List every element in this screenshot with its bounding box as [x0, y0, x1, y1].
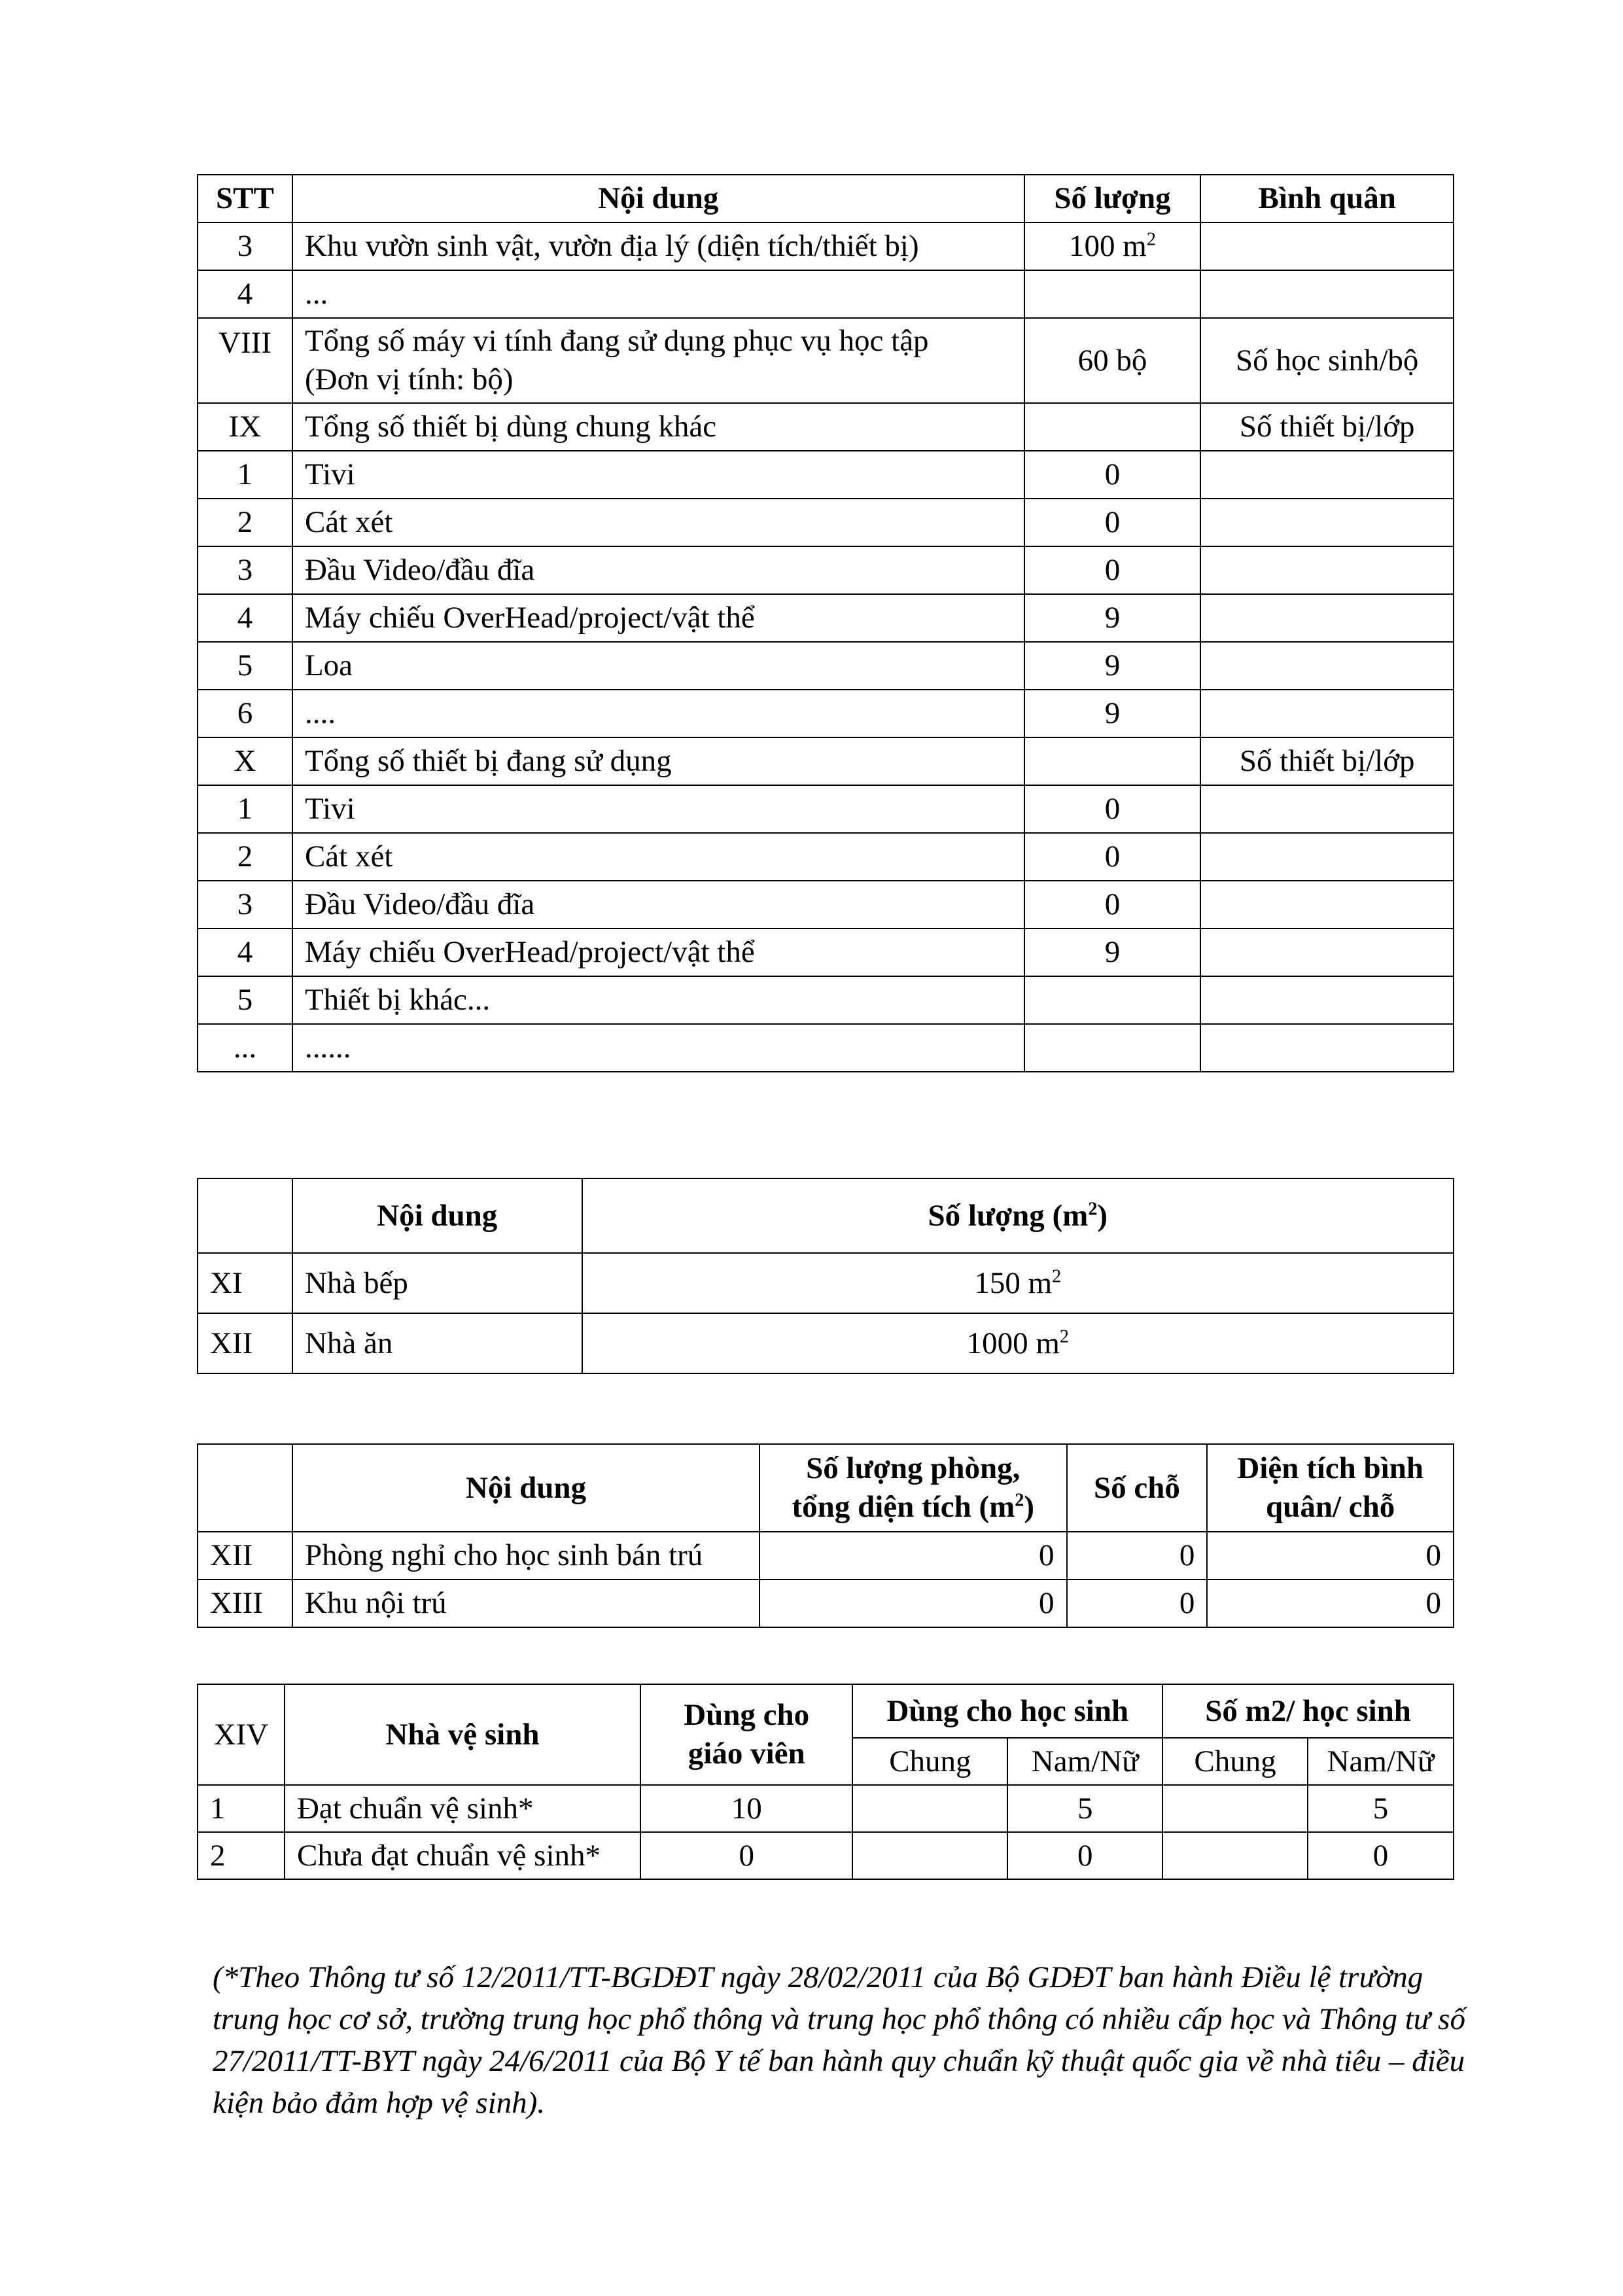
header-rooms — [759, 1444, 1067, 1532]
quantity-value: 100 m — [1069, 229, 1147, 264]
table-row — [198, 403, 1454, 451]
header-quantity: Số lượng — [1024, 175, 1201, 222]
cell-stt: XII — [198, 1313, 292, 1373]
header-stt — [198, 1444, 292, 1532]
cell-content: Chưa đạt chuẩn vệ sinh* — [285, 1832, 640, 1879]
cell-content: ...... — [292, 1024, 1024, 1072]
cell-average — [1200, 785, 1454, 833]
cell-content: .... — [292, 690, 1024, 737]
header-teacher — [640, 1684, 853, 1785]
superscript: 2 — [1015, 1490, 1024, 1511]
header-rooms-line-2 — [772, 1488, 1055, 1527]
cell-area: 0 — [1207, 1532, 1454, 1580]
cell-quantity: 9 — [1024, 594, 1201, 642]
superscript: 2 — [1052, 1265, 1062, 1286]
cell-area: 0 — [1207, 1580, 1454, 1627]
cell-stt: 6 — [198, 690, 292, 737]
cell-average — [1200, 222, 1454, 270]
cell-stt: XIII — [198, 1580, 292, 1627]
header-rooms-text: tổng diện tích (m — [792, 1490, 1015, 1524]
cell-quantity — [582, 1253, 1454, 1313]
cell-content: Tổng số thiết bị dùng chung khác — [292, 403, 1024, 451]
table-row — [198, 270, 1454, 318]
cell-stt: 3 — [198, 546, 292, 594]
cell-stt: XI — [198, 1253, 292, 1313]
table-row — [198, 1580, 1454, 1627]
superscript: 2 — [1088, 1198, 1098, 1219]
table-row — [198, 499, 1454, 546]
table-row — [198, 642, 1454, 690]
cell-content: Máy chiếu OverHead/project/vật thể — [292, 928, 1024, 976]
cell-quantity: 9 — [1024, 928, 1201, 976]
header-teacher-line-1: Dùng cho — [684, 1698, 810, 1733]
table-row — [198, 833, 1454, 881]
superscript: 2 — [1059, 1326, 1069, 1347]
cell-average — [1200, 976, 1454, 1024]
table-row — [198, 1024, 1454, 1072]
table-row — [198, 1532, 1454, 1580]
cell-seats: 0 — [1067, 1532, 1208, 1580]
table-row — [198, 1313, 1454, 1373]
cell-stt: 4 — [198, 270, 292, 318]
cell-content: Tivi — [292, 785, 1024, 833]
cell-quantity — [1024, 1024, 1201, 1072]
boarding-table — [197, 1443, 1454, 1628]
cell-content: ... — [292, 270, 1024, 318]
cell-quantity — [1024, 976, 1201, 1024]
cell-quantity: 0 — [1024, 785, 1201, 833]
cell-average — [1200, 594, 1454, 642]
cell-content: Đạt chuẩn vệ sinh* — [285, 1785, 640, 1832]
table-row — [198, 690, 1454, 737]
cell-stt: 3 — [198, 881, 292, 928]
cell-quantity: 0 — [1024, 881, 1201, 928]
cell-stt: 4 — [198, 594, 292, 642]
content-line-2: (Đơn vị tính: bộ) — [304, 362, 514, 397]
cell-average — [1200, 270, 1454, 318]
cell-stt: IX — [198, 403, 292, 451]
cell-quantity: 0 — [1024, 499, 1201, 546]
cell-content: Loa — [292, 642, 1024, 690]
subheader-male-female: Nam/Nữ — [1007, 1738, 1162, 1785]
cell-quantity: 0 — [1024, 833, 1201, 881]
cell-stt: 5 — [198, 976, 292, 1024]
cell-teacher: 10 — [640, 1785, 853, 1832]
table-row — [198, 222, 1454, 270]
cell-quantity — [1024, 737, 1201, 785]
header-area-line-1: Diện tích bình — [1237, 1451, 1424, 1486]
table-header-row — [198, 175, 1454, 222]
header-stt: XIV — [198, 1684, 285, 1785]
header-rooms-line-1: Số lượng phòng, — [806, 1451, 1021, 1486]
cell-quantity — [1024, 270, 1201, 318]
subheader-male-female: Nam/Nữ — [1308, 1738, 1454, 1785]
subheader-common: Chung — [1162, 1738, 1308, 1785]
cell-average: Số thiết bị/lớp — [1200, 403, 1454, 451]
cell-quantity: 0 — [1024, 546, 1201, 594]
cell-common — [852, 1832, 1007, 1879]
cell-stt: 1 — [198, 1785, 285, 1832]
table-row — [198, 1832, 1454, 1879]
table-row — [198, 1785, 1454, 1832]
header-stt — [198, 1178, 292, 1253]
header-area-line-2: quân/ chỗ — [1266, 1490, 1395, 1524]
header-seats: Số chỗ — [1067, 1444, 1208, 1532]
cell-stt: XII — [198, 1532, 292, 1580]
header-rooms-end: ) — [1024, 1490, 1035, 1524]
cell-content: Thiết bị khác... — [292, 976, 1024, 1024]
cell-content: Cát xét — [292, 833, 1024, 881]
table-row — [198, 1253, 1454, 1313]
cell-content: Tivi — [292, 451, 1024, 499]
table-row — [198, 881, 1454, 928]
cell-stt: 5 — [198, 642, 292, 690]
table-row — [198, 737, 1454, 785]
cell-content: Nhà ăn — [292, 1313, 582, 1373]
header-content: Nhà vệ sinh — [285, 1684, 640, 1785]
cell-content: Nhà bếp — [292, 1253, 582, 1313]
cell-quantity: 60 bộ — [1024, 318, 1201, 403]
cell-average: Số học sinh/bộ — [1200, 318, 1454, 403]
cell-quantity — [1024, 403, 1201, 451]
quantity-value: 1000 m — [966, 1326, 1060, 1360]
cell-stt: X — [198, 737, 292, 785]
cell-stt: VIII — [198, 318, 292, 403]
table-row — [198, 976, 1454, 1024]
table-row — [198, 318, 1454, 403]
cell-stt: 2 — [198, 1832, 285, 1879]
equipment-table — [197, 174, 1454, 1072]
cell-average — [1200, 546, 1454, 594]
header-content: Nội dung — [292, 1444, 759, 1532]
cell-quantity — [582, 1313, 1454, 1373]
cell-average — [1200, 1024, 1454, 1072]
header-teacher-line-2: giáo viên — [688, 1737, 805, 1771]
cell-rooms: 0 — [759, 1532, 1067, 1580]
cell-common — [1162, 1785, 1308, 1832]
cell-average — [1200, 881, 1454, 928]
table-header-row — [198, 1178, 1454, 1253]
cell-average — [1200, 499, 1454, 546]
cell-content: Phòng nghỉ cho học sinh bán trú — [292, 1532, 759, 1580]
header-content: Nội dung — [292, 1178, 582, 1253]
cell-average — [1200, 451, 1454, 499]
cell-male-female: 0 — [1308, 1832, 1454, 1879]
header-quantity — [582, 1178, 1454, 1253]
cell-stt: ... — [198, 1024, 292, 1072]
cell-content — [292, 318, 1024, 403]
cell-stt: 2 — [198, 833, 292, 881]
cell-rooms: 0 — [759, 1580, 1067, 1627]
cell-male-female: 5 — [1308, 1785, 1454, 1832]
header-content: Nội dung — [292, 175, 1024, 222]
cell-quantity: 9 — [1024, 642, 1201, 690]
header-student: Dùng cho học sinh — [852, 1684, 1162, 1738]
cell-male-female: 0 — [1007, 1832, 1162, 1879]
cell-stt: 4 — [198, 928, 292, 976]
cell-average: Số thiết bị/lớp — [1200, 737, 1454, 785]
header-quantity-end: ) — [1097, 1198, 1108, 1233]
cell-male-female: 5 — [1007, 1785, 1162, 1832]
cell-content: Đầu Video/đầu đĩa — [292, 881, 1024, 928]
cell-content: Cát xét — [292, 499, 1024, 546]
table-row — [198, 785, 1454, 833]
cell-average — [1200, 690, 1454, 737]
footnote: (*Theo Thông tư số 12/2011/TT-BGDĐT ngày 28/02/2011 của Bộ GDĐT ban hành Điều lệ trường trung học cơ sở, trường trung học phổ thông và trung học phổ thông có nhiều cấp học và Thông tư số 27/2011/TT-BYT ngày 24/6/2011 của Bộ Y tế ban hành quy chuẩn kỹ thuật quốc gia về nhà tiêu – điều kiện bảo đảm hợp vệ sinh). — [213, 1960, 1465, 2120]
toilet-table — [197, 1684, 1454, 1880]
table-header-row — [198, 1444, 1454, 1532]
header-stt: STT — [198, 175, 292, 222]
kitchen-dining-table — [197, 1178, 1454, 1374]
subheader-common: Chung — [852, 1738, 1007, 1785]
cell-quantity — [1024, 222, 1201, 270]
cell-content: Khu nội trú — [292, 1580, 759, 1627]
cell-common — [1162, 1832, 1308, 1879]
cell-quantity: 0 — [1024, 451, 1201, 499]
header-per-student: Số m2/ học sinh — [1162, 1684, 1454, 1738]
cell-common — [852, 1785, 1007, 1832]
table-row — [198, 451, 1454, 499]
table-row — [198, 928, 1454, 976]
cell-content: Tổng số thiết bị đang sử dụng — [292, 737, 1024, 785]
content-line-1: Tổng số máy vi tính đang sử dụng phục vụ học tập — [304, 324, 929, 359]
cell-stt: 1 — [198, 785, 292, 833]
cell-stt: 1 — [198, 451, 292, 499]
cell-quantity: 9 — [1024, 690, 1201, 737]
cell-content: Khu vườn sinh vật, vườn địa lý (diện tích/thiết bị) — [292, 222, 1024, 270]
table-header-row — [198, 1684, 1454, 1738]
cell-stt: 3 — [198, 222, 292, 270]
table-row — [198, 546, 1454, 594]
cell-average — [1200, 928, 1454, 976]
cell-seats: 0 — [1067, 1580, 1208, 1627]
superscript: 2 — [1146, 229, 1156, 250]
cell-content: Đầu Video/đầu đĩa — [292, 546, 1024, 594]
header-quantity-text: Số lượng (m — [928, 1198, 1089, 1233]
header-average: Bình quân — [1200, 175, 1454, 222]
cell-content: Máy chiếu OverHead/project/vật thể — [292, 594, 1024, 642]
quantity-value: 150 m — [974, 1265, 1053, 1300]
cell-teacher: 0 — [640, 1832, 853, 1879]
table-row — [198, 594, 1454, 642]
header-area — [1207, 1444, 1454, 1532]
cell-average — [1200, 833, 1454, 881]
cell-stt: 2 — [198, 499, 292, 546]
cell-average — [1200, 642, 1454, 690]
